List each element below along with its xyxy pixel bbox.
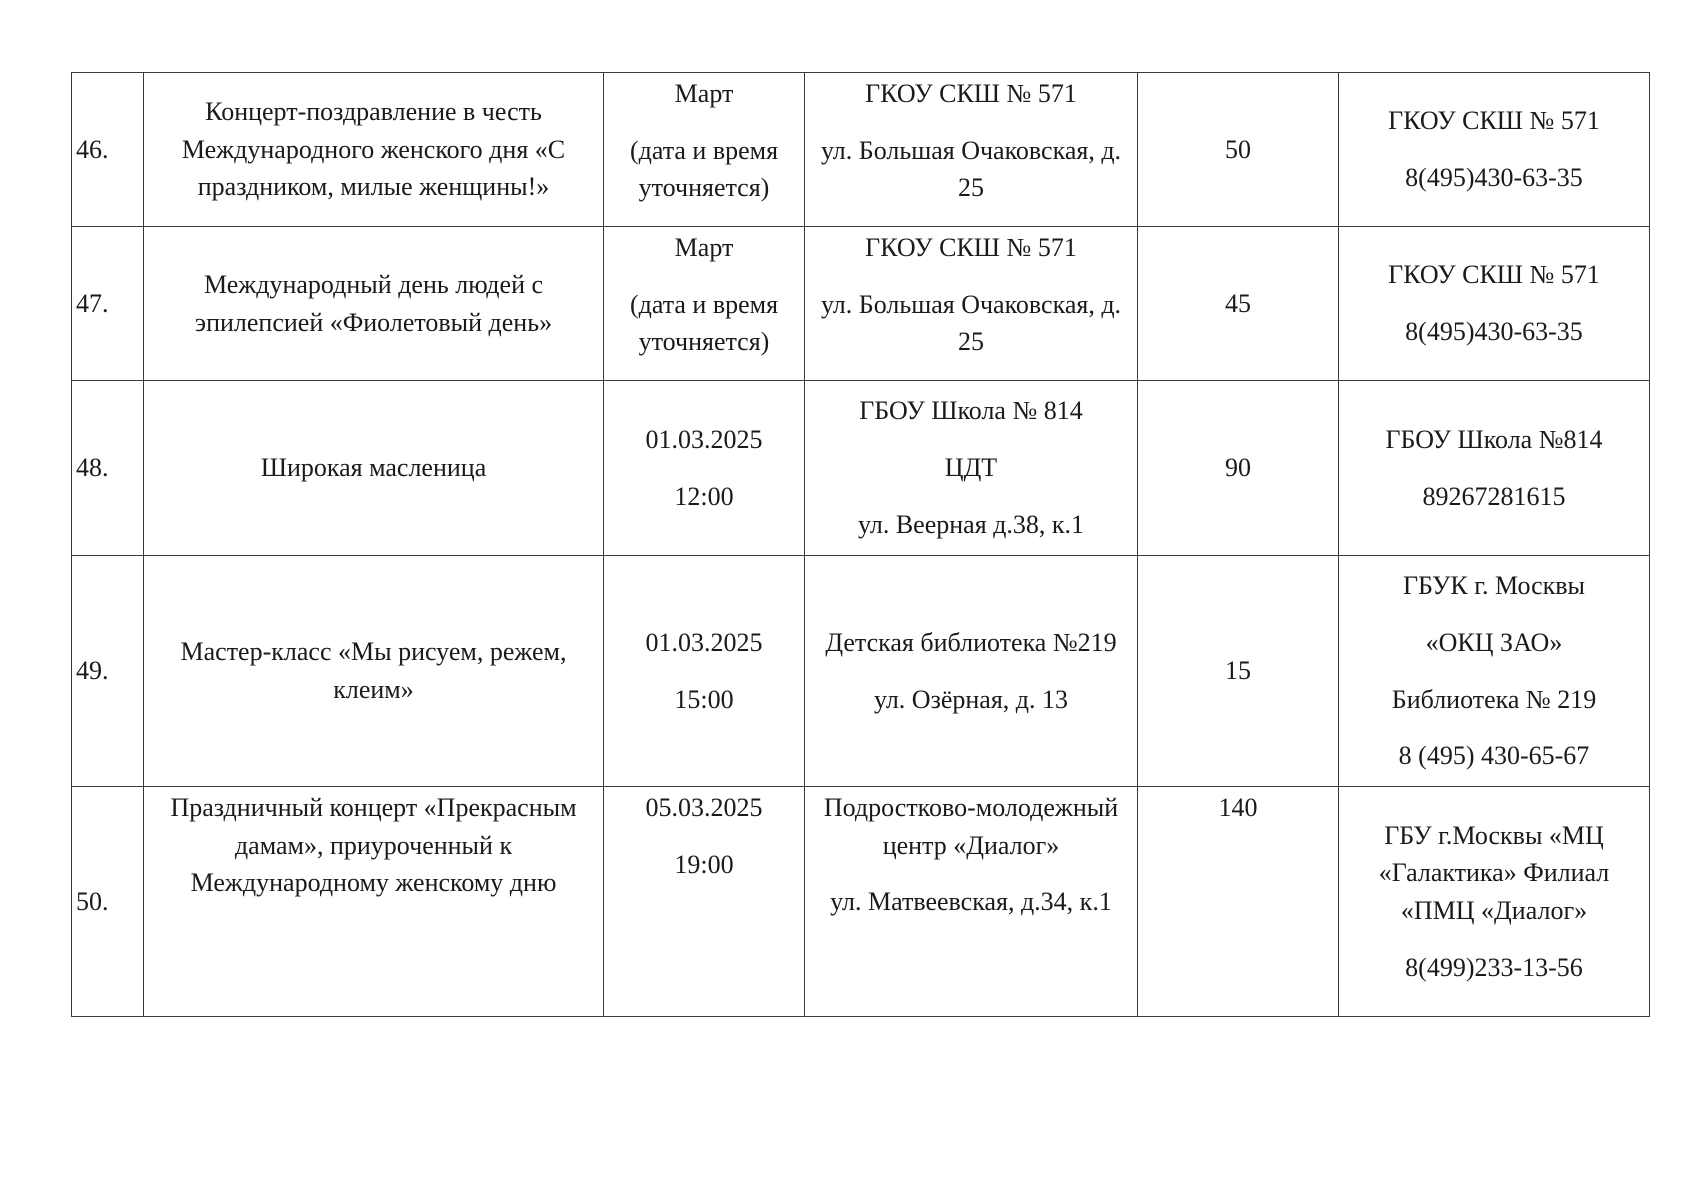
event-name-cell — [144, 787, 604, 1017]
event-name-line: Международного женского дня «С праздником, милые женщины!» — [181, 134, 566, 202]
event-name-line: Праздничный концерт «Прекрасным дамам», приуроченный к Международному женскому дню — [170, 793, 577, 898]
event-place-cell — [805, 227, 1138, 381]
event-date-line: (дата и время уточняется) — [629, 289, 779, 357]
event-place-line: ул. Озёрная, д. 13 — [873, 684, 1069, 714]
organizer-line: ГБОУ Школа №814 — [1385, 424, 1603, 454]
event-place-line: ул. Большая Очаковская, д. 25 — [820, 135, 1122, 203]
events-table — [71, 72, 1650, 1017]
participants-count: 50 — [1138, 73, 1339, 227]
event-date-line: 05.03.2025 — [645, 793, 763, 822]
event-time-line: 12:00 — [674, 481, 734, 511]
event-name-cell — [144, 227, 604, 381]
event-date-cell — [604, 787, 805, 1017]
event-date-line: Март — [674, 233, 734, 262]
table-row — [72, 556, 1650, 787]
organizer-cell — [1339, 556, 1650, 787]
organizer-phone: 8 (495) 430-65-67 — [1398, 741, 1590, 771]
event-date-line: 01.03.2025 — [645, 424, 763, 454]
event-place-line: ул. Большая Очаковская, д. 25 — [820, 289, 1122, 357]
row-number: 46. — [72, 73, 144, 227]
event-date-cell — [604, 73, 805, 227]
row-number: 48. — [72, 381, 144, 556]
participants-count: 45 — [1138, 227, 1339, 381]
organizer-phone: 8(499)233-13-56 — [1405, 952, 1583, 982]
row-number: 49. — [72, 556, 144, 787]
organizer-cell — [1339, 787, 1650, 1017]
organizer-line: ГБУК г. Москвы — [1402, 571, 1586, 601]
organizer-line: «ОКЦ ЗАО» — [1425, 627, 1563, 657]
event-date-line: 01.03.2025 — [645, 627, 763, 657]
event-name-cell — [144, 556, 604, 787]
event-place-line: ГКОУ СКШ № 571 — [865, 79, 1077, 108]
organizer-line: ГКОУ СКШ № 571 — [1388, 260, 1600, 290]
organizer-phone: 89267281615 — [1422, 481, 1566, 511]
event-date-cell — [604, 556, 805, 787]
participants-count: 140 — [1138, 787, 1339, 1017]
event-date-cell — [604, 381, 805, 556]
organizer-line: ГКОУ СКШ № 571 — [1388, 106, 1600, 136]
table-row — [72, 381, 1650, 556]
organizer-line: Библиотека № 219 — [1391, 684, 1597, 714]
event-place-line: Детская библиотека №219 — [825, 627, 1117, 657]
event-place-line: ГБОУ Школа № 814 — [859, 396, 1083, 426]
event-place-cell — [805, 73, 1138, 227]
table-row — [72, 73, 1650, 227]
event-date-cell — [604, 227, 805, 381]
event-place-cell — [805, 556, 1138, 787]
table-row — [72, 227, 1650, 381]
event-time-line: 19:00 — [674, 849, 734, 879]
organizer-cell — [1339, 381, 1650, 556]
organizer-phone: 8(495)430-63-35 — [1405, 163, 1583, 192]
event-place-line: ул. Веерная д.38, к.1 — [857, 509, 1085, 539]
event-place-line: ул. Матвеевская, д.34, к.1 — [830, 887, 1112, 917]
organizer-cell — [1339, 227, 1650, 381]
organizer-phone: 8(495)430-63-35 — [1405, 317, 1583, 346]
event-name-line: Международный день людей с эпилепсией «Фиолетовый день» — [194, 269, 553, 337]
table-row — [72, 787, 1650, 1017]
event-place-line: ГКОУ СКШ № 571 — [865, 233, 1077, 262]
row-number: 47. — [72, 227, 144, 381]
event-name-cell — [144, 381, 604, 556]
row-number: 50. — [72, 787, 144, 1017]
event-place-line: Подростково-молодежный центр «Диалог» — [823, 793, 1119, 860]
event-date-line: (дата и время уточняется) — [629, 135, 779, 203]
participants-count: 15 — [1138, 556, 1339, 787]
event-name-line: Широкая масленица — [260, 453, 487, 483]
organizer-line: ГБУ г.Москвы «МЦ «Галактика» Филиал «ПМЦ «Диалог» — [1378, 820, 1610, 925]
event-name-line: Мастер-класс «Мы рисуем, режем, клеим» — [180, 637, 567, 704]
event-name-line: Концерт-поздравление в честь — [205, 96, 542, 126]
event-place-cell — [805, 381, 1138, 556]
event-place-cell — [805, 787, 1138, 1017]
event-time-line: 15:00 — [674, 684, 734, 714]
event-date-line: Март — [674, 79, 734, 108]
organizer-cell — [1339, 73, 1650, 227]
event-place-line: ЦДТ — [944, 453, 998, 483]
participants-count: 90 — [1138, 381, 1339, 556]
event-name-cell — [144, 73, 604, 227]
